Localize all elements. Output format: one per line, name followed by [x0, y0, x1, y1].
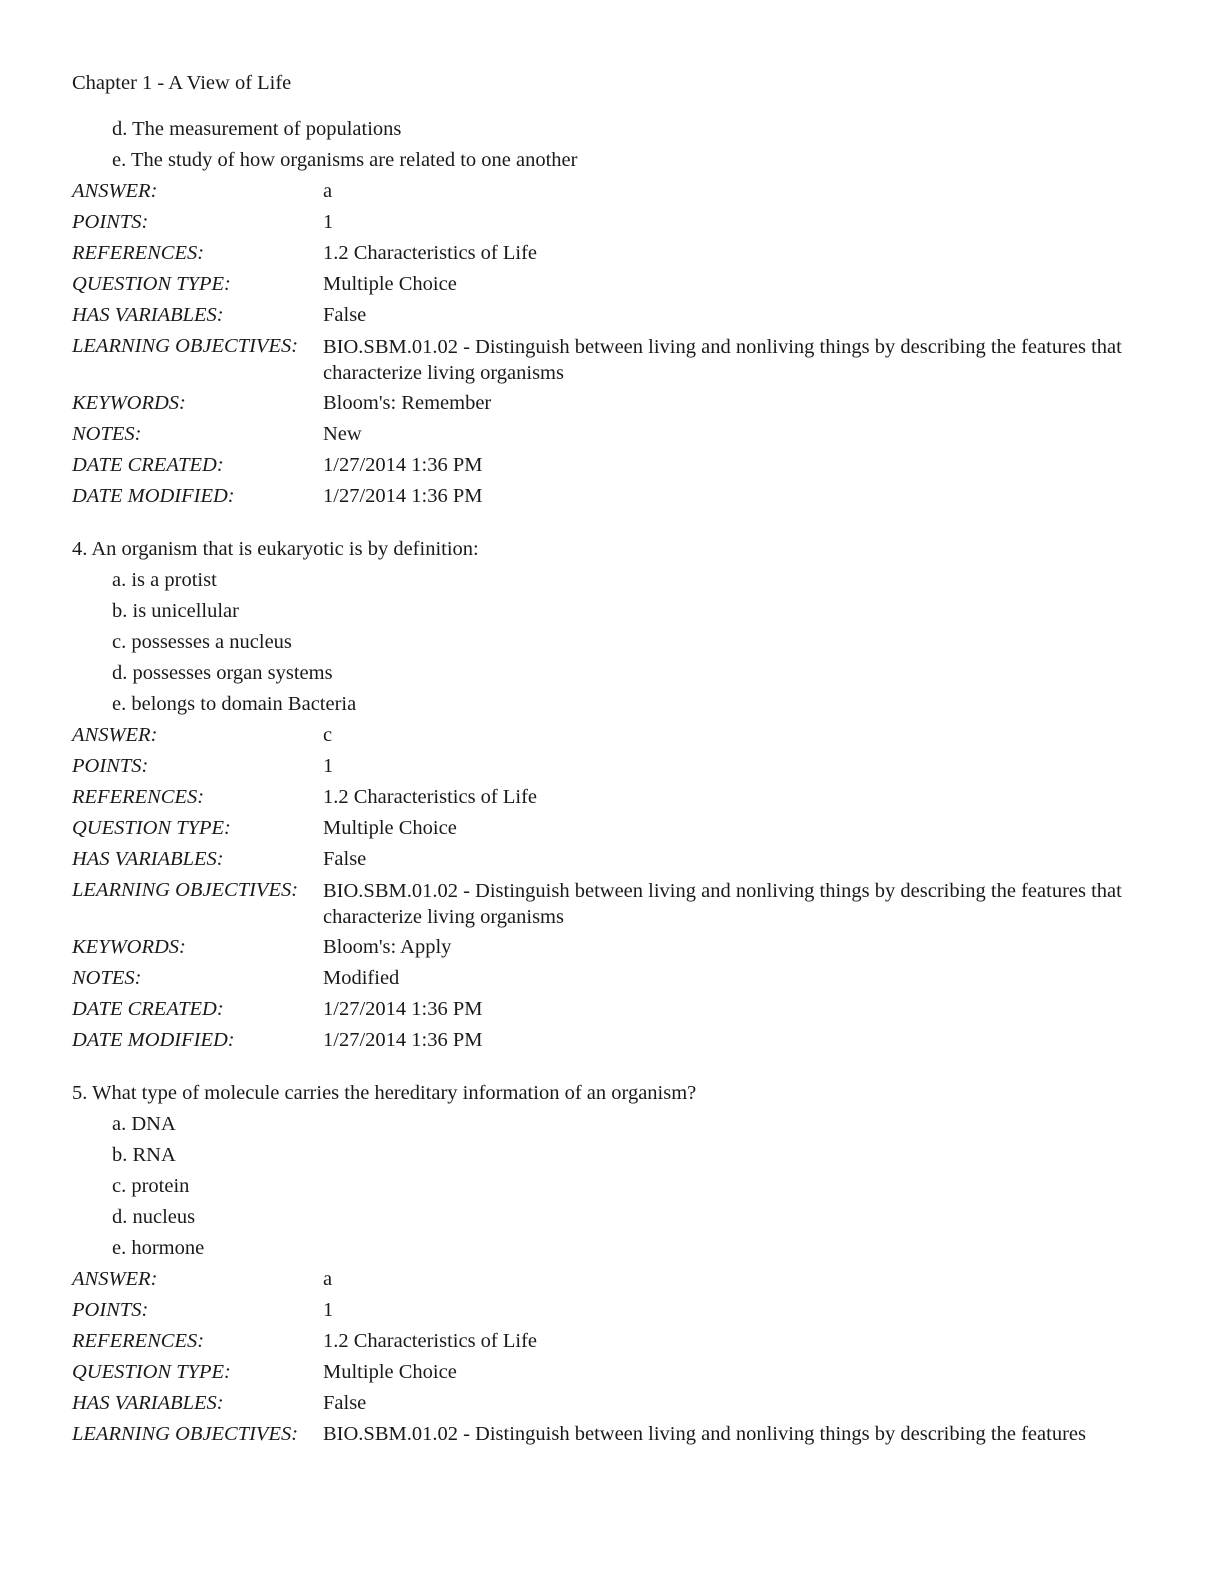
answer-option: c. protein	[112, 1175, 190, 1197]
date-modified-row	[72, 1025, 1152, 1056]
references-label: REFERENCES:	[72, 1330, 205, 1352]
learning-objectives-value: BIO.SBM.01.02 - Distinguish between living and nonliving things by describing the features	[323, 1423, 1086, 1445]
date-modified-label: DATE MODIFIED:	[72, 1029, 235, 1051]
references-value: 1.2 Characteristics of Life	[323, 786, 538, 808]
notes-value: Modified	[323, 967, 400, 989]
references-label: REFERENCES:	[72, 242, 205, 264]
answer-option: a. is a protist	[112, 569, 217, 591]
question-type-label: QUESTION TYPE:	[72, 273, 231, 295]
answer-row	[72, 176, 1152, 207]
references-value: 1.2 Characteristics of Life	[323, 242, 538, 264]
has-variables-value: False	[323, 1392, 367, 1414]
has-variables-value: False	[323, 304, 367, 326]
question-type-value: Multiple Choice	[323, 1361, 457, 1383]
answer-label: ANSWER:	[72, 724, 158, 746]
keywords-label: KEYWORDS:	[72, 392, 186, 414]
learning-objectives-value: BIO.SBM.01.02 - Distinguish between living and nonliving things by describing the features that characterize living organisms	[323, 336, 1122, 384]
chapter-title: Chapter 1 - A View of Life	[72, 72, 292, 94]
date-created-row	[72, 450, 1152, 481]
date-created-value: 1/27/2014 1:36 PM	[323, 454, 483, 476]
has-variables-row	[72, 300, 1152, 331]
has-variables-value: False	[323, 848, 367, 870]
learning-objectives-row	[72, 875, 1152, 932]
has-variables-row	[72, 1388, 1152, 1419]
answer-row	[72, 720, 1152, 751]
question-type-row	[72, 269, 1152, 300]
points-value: 1	[323, 755, 334, 777]
date-created-row	[72, 994, 1152, 1025]
points-row	[72, 207, 1152, 238]
learning-objectives-row	[72, 1419, 1152, 1450]
date-created-label: DATE CREATED:	[72, 454, 224, 476]
answer-option: a. DNA	[112, 1113, 176, 1135]
question-type-row	[72, 813, 1152, 844]
answer-option: c. possesses a nucleus	[112, 631, 292, 653]
question-5	[72, 1078, 1152, 1450]
answer-value: c	[323, 724, 333, 746]
answer-option: b. RNA	[112, 1144, 176, 1166]
answer-label: ANSWER:	[72, 1268, 158, 1290]
learning-objectives-value: BIO.SBM.01.02 - Distinguish between living and nonliving things by describing the features that characterize living organisms	[323, 880, 1122, 928]
notes-row	[72, 419, 1152, 450]
question-4	[72, 534, 1152, 1056]
question-type-label: QUESTION TYPE:	[72, 817, 231, 839]
answer-option: d. possesses organ systems	[112, 662, 333, 684]
learning-objectives-label: LEARNING OBJECTIVES:	[72, 335, 299, 357]
document-page	[72, 68, 1152, 1472]
date-created-label: DATE CREATED:	[72, 998, 224, 1020]
has-variables-label: HAS VARIABLES:	[72, 304, 224, 326]
answer-option: e. belongs to domain Bacteria	[112, 693, 357, 715]
points-row	[72, 751, 1152, 782]
points-row	[72, 1295, 1152, 1326]
points-value: 1	[323, 1299, 334, 1321]
notes-row	[72, 963, 1152, 994]
references-value: 1.2 Characteristics of Life	[323, 1330, 538, 1352]
learning-objectives-label: LEARNING OBJECTIVES:	[72, 879, 299, 901]
references-label: REFERENCES:	[72, 786, 205, 808]
date-modified-row	[72, 481, 1152, 512]
keywords-row	[72, 932, 1152, 963]
references-row	[72, 238, 1152, 269]
learning-objectives-label: LEARNING OBJECTIVES:	[72, 1423, 299, 1445]
has-variables-label: HAS VARIABLES:	[72, 1392, 224, 1414]
points-label: POINTS:	[72, 1299, 149, 1321]
answer-option: b. is unicellular	[112, 600, 239, 622]
answer-option: d. The measurement of populations	[112, 118, 402, 140]
notes-label: NOTES:	[72, 967, 142, 989]
has-variables-label: HAS VARIABLES:	[72, 848, 224, 870]
date-modified-value: 1/27/2014 1:36 PM	[323, 485, 483, 507]
notes-label: NOTES:	[72, 423, 142, 445]
keywords-row	[72, 388, 1152, 419]
references-row	[72, 782, 1152, 813]
points-label: POINTS:	[72, 211, 149, 233]
question-stem: 4. An organism that is eukaryotic is by definition:	[72, 538, 479, 560]
answer-option: e. The study of how organisms are related to one another	[112, 149, 578, 171]
answer-option: e. hormone	[112, 1237, 205, 1259]
keywords-value: Bloom's: Remember	[323, 392, 492, 414]
question-3	[72, 114, 1152, 512]
answer-label: ANSWER:	[72, 180, 158, 202]
answer-value: a	[323, 1268, 333, 1290]
question-type-label: QUESTION TYPE:	[72, 1361, 231, 1383]
answer-value: a	[323, 180, 333, 202]
keywords-value: Bloom's: Apply	[323, 936, 452, 958]
question-type-row	[72, 1357, 1152, 1388]
question-stem: 5. What type of molecule carries the hereditary information of an organism?	[72, 1082, 697, 1104]
answer-row	[72, 1264, 1152, 1295]
keywords-label: KEYWORDS:	[72, 936, 186, 958]
date-modified-value: 1/27/2014 1:36 PM	[323, 1029, 483, 1051]
notes-value: New	[323, 423, 362, 445]
points-value: 1	[323, 211, 334, 233]
date-modified-label: DATE MODIFIED:	[72, 485, 235, 507]
points-label: POINTS:	[72, 755, 149, 777]
question-type-value: Multiple Choice	[323, 273, 457, 295]
date-created-value: 1/27/2014 1:36 PM	[323, 998, 483, 1020]
answer-option: d. nucleus	[112, 1206, 196, 1228]
learning-objectives-row	[72, 331, 1152, 388]
references-row	[72, 1326, 1152, 1357]
question-type-value: Multiple Choice	[323, 817, 457, 839]
has-variables-row	[72, 844, 1152, 875]
